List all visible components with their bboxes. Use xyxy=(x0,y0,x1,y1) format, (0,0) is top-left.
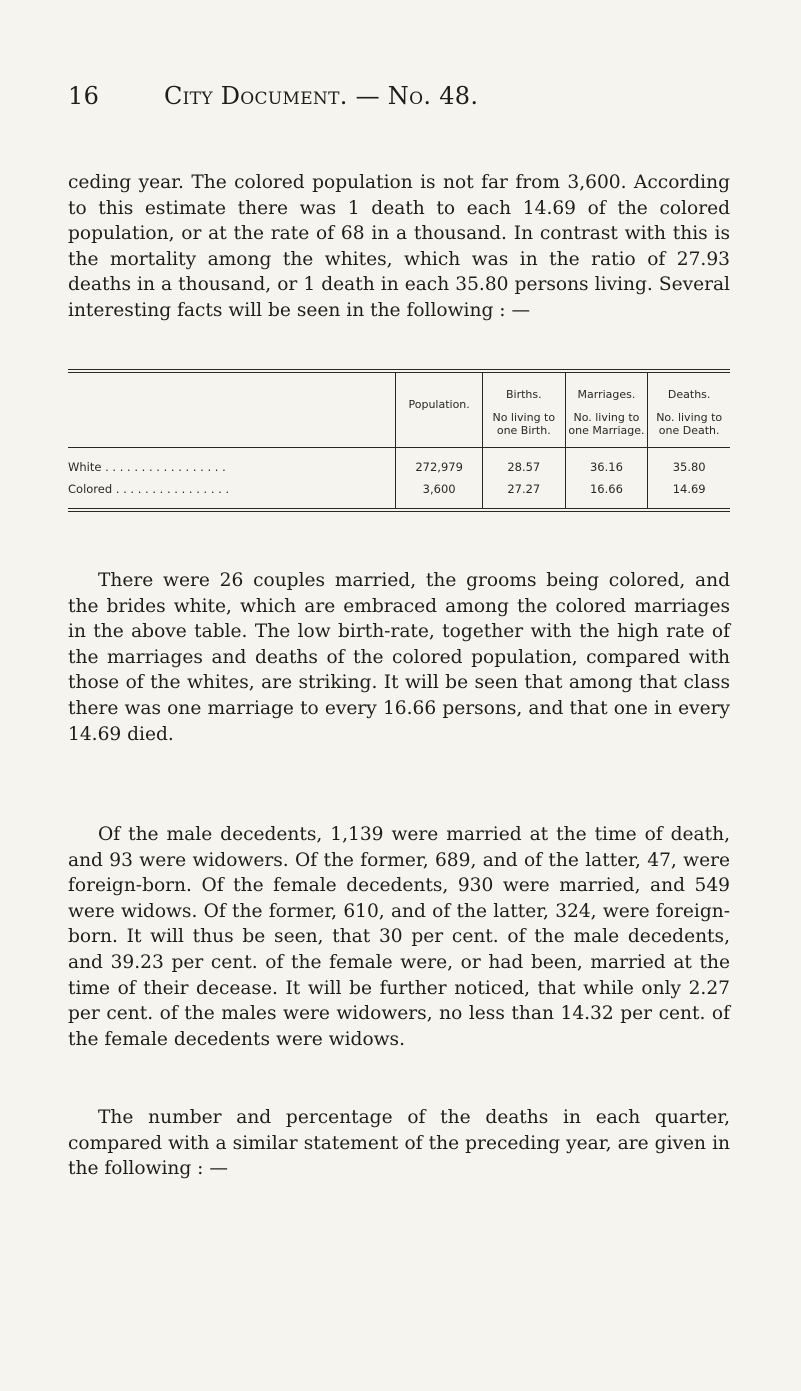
cell-births: 27.27 xyxy=(483,478,566,508)
header-marriages: Marriages. No. living to one Marriage. xyxy=(565,373,648,448)
paragraph-intro: ceding year. The colored population is not far from 3,600. According to this estimate there was 1 death to each 14.69 of the colored population, or at the rate of 68 in a thousand. In contrast with this is the mortality among the whites, which was in the ratio of 27.93 deaths in a thousand, or 1 death in each 35.80 persons living. Several interesting facts will be seen in the following : — xyxy=(68,172,730,321)
cell-births: 28.57 xyxy=(483,456,566,478)
row-label: White . . . . . . . . . . . . . . . . . xyxy=(68,460,226,474)
cell-marriages: 16.66 xyxy=(565,478,648,508)
running-title: City Document. — No. 48. xyxy=(164,82,479,110)
page-number: 16 xyxy=(68,82,100,110)
row-label: Colored . . . . . . . . . . . . . . . . xyxy=(68,482,230,496)
cell-population: 3,600 xyxy=(396,478,483,508)
table-row-white xyxy=(68,456,730,478)
table-row-colored xyxy=(68,478,730,508)
cell-marriages: 36.16 xyxy=(565,456,648,478)
vital-statistics-table xyxy=(68,369,730,512)
header-deaths: Deaths. No. living to one Death. xyxy=(648,373,730,448)
cell-deaths: 14.69 xyxy=(648,478,730,508)
cell-deaths: 35.80 xyxy=(648,456,730,478)
paragraph-decedents: Of the male decedents, 1,139 were married at the time of death, and 93 were widowers. Of the former, 689, and of the latter, 47, were foreign-born. Of the female decedents, 930 were married, and 549 were widows. Of the former, 610, and of the latter, 324, were foreign-born. It will thus be seen, that 30 per cent. of the male decedents, and 39.23 per cent. of the female were, or had been, married at the time of their decease. It will be further noticed, that while only 2.27 per cent. of the males were widowers, no less than 14.32 per cent. of the female decedents were widows. xyxy=(68,824,730,1050)
table-bottom-rule xyxy=(68,508,730,512)
cell-population: 272,979 xyxy=(396,456,483,478)
header-population: Population. xyxy=(396,373,483,448)
header-separator xyxy=(68,448,730,457)
header-label-cell xyxy=(68,373,396,448)
paragraph-marriages: There were 26 couples married, the grooms being colored, and the brides white, which are embraced among the colored marriages in the above table. The low birth-rate, together with the high rate of the marriages and deaths of the colored population, compared with those of the whites, are striking. It will be seen that among that class there was one marriage to every 16.66 persons, and that one in every 14.69 died. xyxy=(68,570,730,745)
paragraph-quarters: The number and percentage of the deaths in each quarter, compared with a similar statement of the preceding year, are given in the following : — xyxy=(68,1107,730,1180)
header-births: Births. No living to one Birth. xyxy=(483,373,566,448)
table-header-row xyxy=(68,373,730,448)
